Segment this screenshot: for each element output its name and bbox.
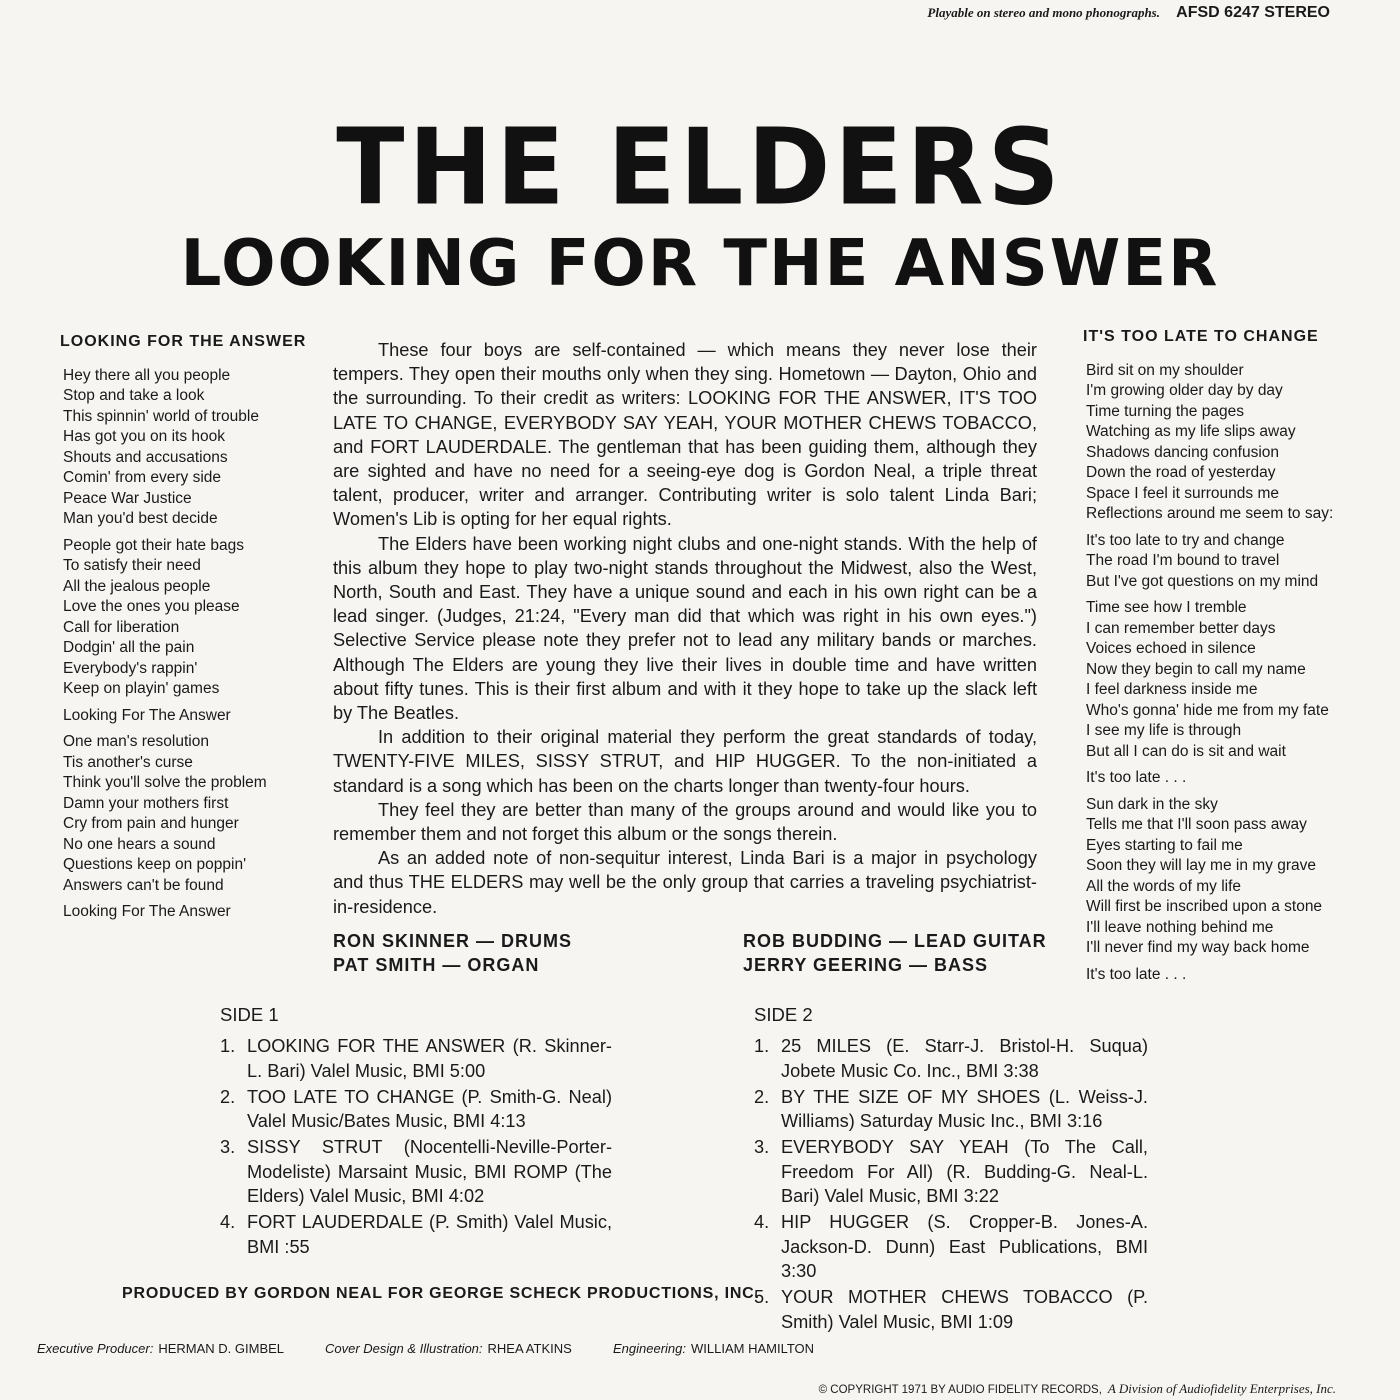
track-item	[220, 1085, 612, 1134]
lyric-line: Everybody's rappin'	[63, 659, 198, 677]
staff-role: Engineering:	[613, 1341, 686, 1356]
lyric-stanza	[63, 536, 310, 700]
lyric-line: Tis another's curse	[63, 753, 193, 771]
side-1-tracks	[220, 1034, 612, 1259]
lyric-line: Call for liberation	[63, 618, 180, 636]
track-number: 3.	[220, 1137, 236, 1158]
member-credit: ROB BUDDING — LEAD GUITAR	[743, 931, 1047, 951]
lyric-line: Questions keep on poppin'	[63, 856, 247, 873]
lyric-line: I feel darkness inside me	[1086, 681, 1258, 698]
track-text: FORT LAUDERDALE (P. Smith) Valel Music, BMI :55	[247, 1212, 612, 1257]
lyric-stanza	[63, 706, 310, 727]
lyric-line: Eyes starting to fail me	[1086, 836, 1243, 854]
lyrics-left-body	[60, 366, 310, 923]
staff-role: Executive Producer:	[37, 1341, 154, 1356]
liner-paragraph: In addition to their original material they perform the great standards of today, TWENTY-FIVE MILES, SISSY STRUT, and HIP HUGGER. To the non-initiated a standard is a song which has been on the charts longer than twenty-four hours.	[333, 727, 1037, 796]
member-credit: JERRY GEERING — BASS	[743, 955, 989, 975]
lyric-line: One man's resolution	[63, 733, 209, 750]
lyric-line: Keep on playin' games	[63, 680, 220, 697]
lyric-stanza	[1086, 598, 1383, 762]
staff-name: HERMAN D. GIMBEL	[158, 1341, 285, 1356]
liner-paragraph: They feel they are better than many of the groups around and would like you to remember them and not forget this album or the songs therein.	[333, 799, 1037, 845]
liner-paragraph: These four boys are self-contained — which means they never lose their tempers. They open their mouths only when they sing. Hometown — Dayton, Ohio and the surrounding. To their credit as writers: LOOKING FOR THE ANSWER, IT'S TOO LATE TO CHANGE, EVERYBODY SAY YEAH, YOUR MOTHER CHEWS TOBACCO, and FORT LAUDERDALE. The gentleman that has been guiding them, although they are sighted and have no need for a seeing-eye dog is Gordon Neal, a triple threat talent, producer, writer and arranger. Contributing writer is solo talent Linda Bari; Women's Lib is opting for her equal rights.	[333, 340, 1037, 530]
lyric-line: I'm growing older day by day	[1086, 382, 1283, 399]
lyric-stanza	[1086, 965, 1383, 986]
lyric-line: Watching as my life slips away	[1086, 423, 1296, 440]
lyric-line: Damn your mothers first	[63, 794, 229, 812]
lyric-line: Now they begin to call my name	[1086, 660, 1306, 678]
lyric-line: Stop and take a look	[63, 387, 205, 404]
track-text: BY THE SIZE OF MY SHOES (L. Weiss-J. Williams) Saturday Music Inc., BMI 3:16	[781, 1086, 1148, 1132]
lyric-line: Who's gonna' hide me from my fate	[1086, 701, 1329, 719]
lyric-line: I can remember better days	[1086, 619, 1276, 637]
liner-paragraph: The Elders have been working night clubs and one-night stands. With the help of this album they hope to play two-night stands throughout the Midwest, also the West, North, South and East. They have a unique sound and each in his own right can be a lead singer. (Judges, 21:24, "Every man did that which was right in his own eyes.") Selective Service please note they prefer not to lead any military bands or marches. Although The Elders are young they live their lives in double time and have written about fifty tunes. This is their first album and with it they hope to take up the slack left by The Beatles.	[333, 533, 1037, 724]
liner-paragraph: As an added note of non-sequitur interest, Linda Bari is a major in psychology and thus THE ELDERS may well be the only group that carries a traveling psychiatrist-in-residence.	[333, 848, 1037, 917]
lyric-line: I'll never find my way back home	[1086, 939, 1310, 956]
lyric-line: It's too late to try and change	[1086, 531, 1285, 549]
lyric-line: Shouts and accusations	[63, 448, 228, 466]
header-line	[927, 4, 1330, 22]
lyric-line: I see my life is through	[1086, 722, 1242, 739]
side-2-tracks	[754, 1034, 1148, 1334]
track-text: SISSY STRUT (Nocentelli-Neville-Porter-Modeliste) Marsaint Music, BMI ROMP (The Elders) Valel Music, BMI 4:02	[247, 1137, 612, 1207]
lyric-stanza	[1086, 361, 1383, 525]
lyric-line: It's too late . . .	[1086, 965, 1187, 983]
member-credit: RON SKINNER — DRUMS	[333, 931, 573, 951]
lyric-line: All the words of my life	[1086, 877, 1242, 895]
lyric-line: Looking For The Answer	[63, 903, 231, 920]
track-item	[754, 1085, 1148, 1134]
lyric-line: It's too late . . .	[1086, 769, 1187, 786]
track-text: LOOKING FOR THE ANSWER (R. Skinner-L. Bari) Valel Music, BMI 5:00	[247, 1036, 612, 1081]
track-number: 3.	[754, 1137, 770, 1158]
members-right	[743, 929, 1047, 977]
lyrics-left	[60, 332, 310, 929]
lyric-line: People got their hate bags	[63, 536, 244, 554]
lyric-line: To satisfy their need	[63, 557, 201, 574]
lyric-line: Down the road of yesterday	[1086, 464, 1276, 481]
track-item	[754, 1034, 1148, 1083]
staff-name: RHEA ATKINS	[487, 1341, 572, 1356]
lyric-line: Shadows dancing confusion	[1086, 443, 1280, 461]
staff-name: WILLIAM HAMILTON	[691, 1341, 815, 1356]
track-item	[220, 1210, 612, 1259]
lyric-line: Dodgin' all the pain	[63, 639, 195, 656]
liner-notes	[333, 338, 1037, 919]
lyric-line: But all I can do is sit and wait	[1086, 742, 1286, 760]
lyric-stanza	[1086, 795, 1383, 959]
member-credit: PAT SMITH — ORGAN	[333, 955, 540, 975]
lyric-line: Reflections around me seem to say:	[1086, 505, 1334, 522]
track-number: 2.	[754, 1086, 770, 1107]
lyric-line: Comin' from every side	[63, 469, 222, 486]
side-2-label: SIDE 2	[754, 1004, 813, 1025]
staff-credit	[37, 1341, 284, 1356]
lyric-stanza	[63, 366, 310, 530]
copyright-division: A Division of Audiofidelity Enterprises, Inc.	[1107, 1381, 1336, 1396]
lyric-line: Looking For The Answer	[63, 706, 231, 724]
catalog-number: AFSD 6247 STEREO	[1176, 4, 1330, 21]
track-item	[754, 1135, 1148, 1208]
track-number: 2.	[220, 1086, 236, 1107]
lyric-line: Cry from pain and hunger	[63, 815, 239, 832]
track-number: 4.	[220, 1212, 236, 1233]
track-text: HIP HUGGER (S. Cropper-B. Jones-A. Jackson-D. Dunn) East Publications, BMI 3:30	[781, 1212, 1148, 1281]
track-text: EVERYBODY SAY YEAH (To The Call, Freedom For All) (R. Budding-G. Neal-L. Bari) Valel Music, BMI 3:22	[781, 1137, 1148, 1207]
lyric-line: Man you'd best decide	[63, 510, 218, 527]
track-item	[754, 1210, 1148, 1283]
lyric-line: Soon they will lay me in my grave	[1086, 857, 1317, 874]
lyric-line: Bird sit on my shoulder	[1086, 361, 1244, 379]
lyric-stanza	[63, 902, 310, 923]
lyric-line: Time see how I tremble	[1086, 599, 1247, 616]
track-number: 1.	[220, 1036, 236, 1057]
lyric-line: This spinnin' world of trouble	[63, 407, 259, 425]
playable-note: Playable on stereo and mono phonographs.	[927, 5, 1160, 20]
copyright-line	[819, 1381, 1336, 1397]
producer-line: PRODUCED BY GORDON NEAL FOR GEORGE SCHECK PRODUCTIONS, INC.	[122, 1285, 760, 1302]
lyrics-right-body	[1083, 361, 1383, 986]
track-text: TOO LATE TO CHANGE (P. Smith-G. Neal) Valel Music/Bates Music, BMI 4:13	[247, 1086, 612, 1132]
track-item	[220, 1034, 612, 1083]
track-item	[220, 1135, 612, 1208]
side-2-tracklist	[754, 1003, 1148, 1336]
track-text: YOUR MOTHER CHEWS TOBACCO (P. Smith) Valel Music, BMI 1:09	[781, 1287, 1148, 1332]
lyric-line: Time turning the pages	[1086, 402, 1244, 420]
lyric-stanza	[1086, 768, 1383, 789]
staff-credit	[325, 1341, 572, 1356]
lyrics-right-title: IT'S TOO LATE TO CHANGE	[1083, 328, 1319, 345]
track-number: 4.	[754, 1212, 770, 1233]
staff-role: Cover Design & Illustration:	[325, 1341, 483, 1356]
lyrics-left-title: LOOKING FOR THE ANSWER	[60, 333, 307, 350]
lyric-line: The road I'm bound to travel	[1086, 552, 1280, 569]
track-text: 25 MILES (E. Starr-J. Bristol-H. Suqua) Jobete Music Co. Inc., BMI 3:38	[781, 1036, 1148, 1081]
album-title: LOOKING FOR THE ANSWER	[180, 227, 1220, 301]
track-number: 5.	[754, 1287, 770, 1308]
lyric-line: Peace War Justice	[63, 489, 192, 507]
members-left	[333, 929, 572, 977]
lyric-line: Will first be inscribed upon a stone	[1086, 898, 1323, 915]
lyric-line: Tells me that I'll soon pass away	[1086, 816, 1307, 833]
side-1-tracklist	[220, 1003, 612, 1261]
lyric-stanza	[63, 732, 310, 896]
track-item	[754, 1285, 1148, 1334]
lyric-line: Sun dark in the sky	[1086, 795, 1218, 813]
lyrics-right	[1083, 327, 1383, 991]
lyric-stanza	[1086, 531, 1383, 593]
copyright-text: © COPYRIGHT 1971 BY AUDIO FIDELITY RECORDS,	[818, 1384, 1102, 1396]
band-name: THE ELDERS	[336, 106, 1064, 229]
lyric-line: Has got you on its hook	[63, 428, 225, 445]
lyric-line: Space I feel it surrounds me	[1086, 484, 1279, 502]
track-number: 1.	[754, 1036, 770, 1057]
lyric-line: Love the ones you please	[63, 598, 240, 615]
lyric-line: All the jealous people	[63, 577, 211, 595]
side-1-label: SIDE 1	[220, 1004, 279, 1025]
lyric-line: Think you'll solve the problem	[63, 774, 267, 791]
lyric-line: No one hears a sound	[63, 835, 216, 853]
lyric-line: I'll leave nothing behind me	[1086, 918, 1274, 936]
lyric-line: But I've got questions on my mind	[1086, 572, 1319, 590]
staff-credit	[613, 1341, 814, 1356]
lyric-line: Voices echoed in silence	[1086, 640, 1256, 657]
lyric-line: Answers can't be found	[63, 876, 224, 894]
lyric-line: Hey there all you people	[63, 366, 231, 384]
